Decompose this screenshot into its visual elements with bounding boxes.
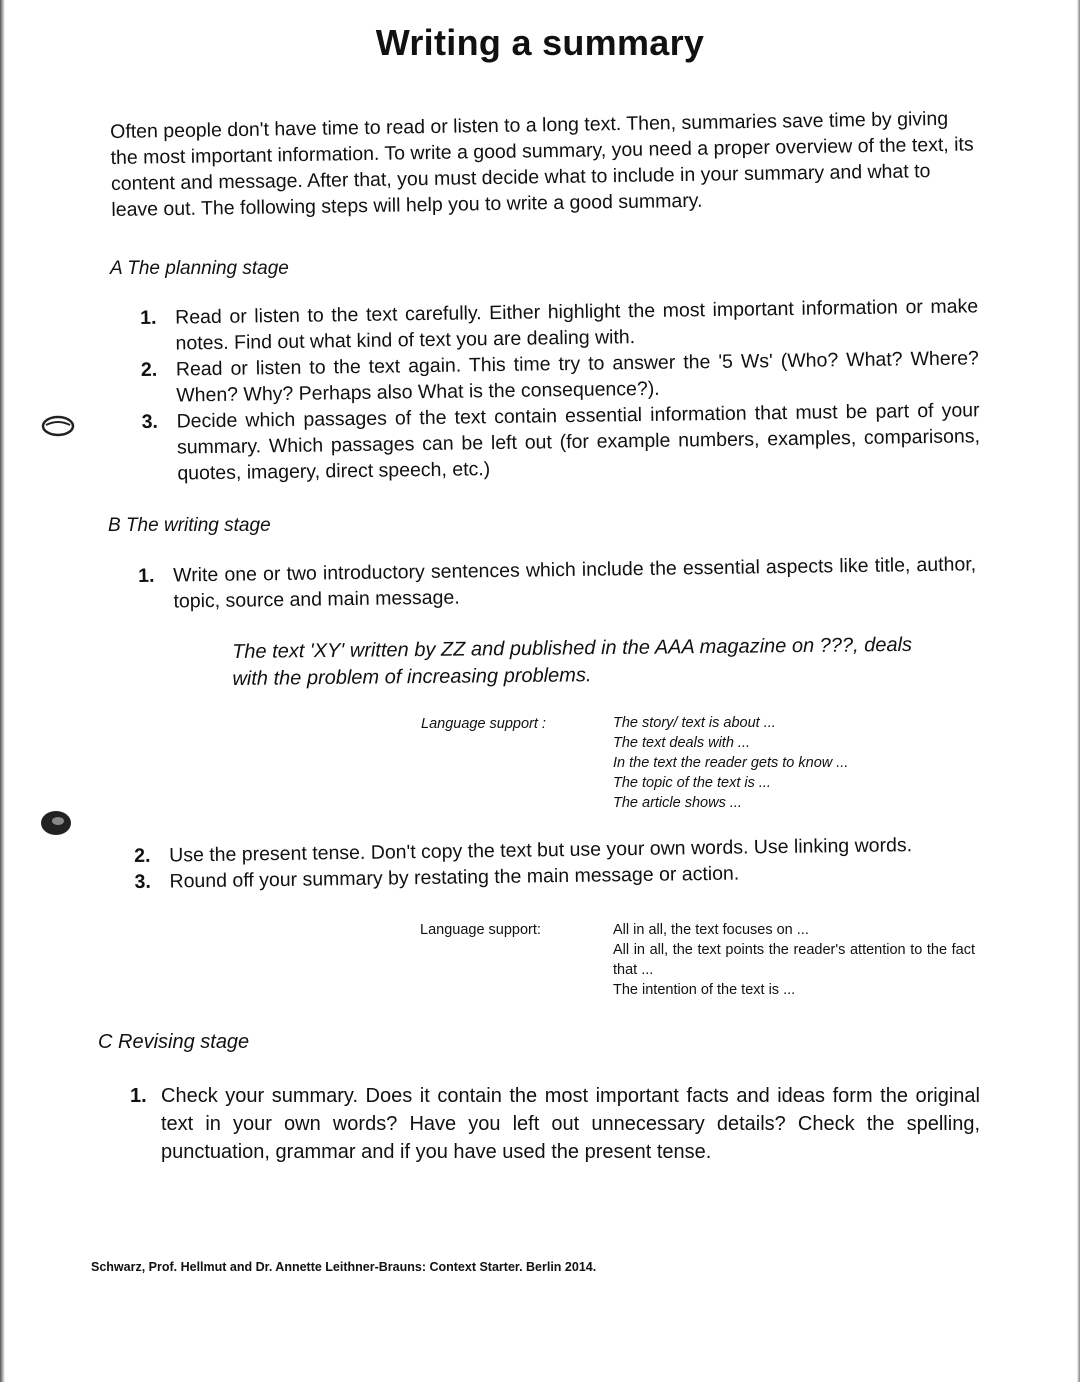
language-support-item: The story/ text is about ...: [613, 715, 776, 731]
example-sentence: The text 'XY' written by ZZ and published in the AAA magazine on ???, deals with the problem of increasing problems.: [232, 633, 913, 690]
language-support-item: The text deals with ...: [613, 735, 751, 751]
section-b-list-1: [138, 551, 977, 615]
list-item-number: 2.: [134, 844, 151, 867]
language-support-item: In the text the reader gets to know ...: [613, 755, 849, 771]
section-b-list-2: [134, 831, 980, 895]
language-support-list: [613, 920, 975, 1000]
list-item-text: Use the present tense. Don't copy the text but use your own words. Use linking words.: [169, 834, 913, 867]
source-citation: Schwarz, Prof. Hellmut and Dr. Annette Leithner-Brauns: Context Starter. Berlin 2014.: [91, 1260, 597, 1274]
intro-paragraph: Often people don't have time to read or listen to a long text. Then, summaries save time by giving the most important information. To write a good summary, you need a proper overview of the text, its content and message. After that, you must decide what to include in your summary and what to leave out. The following steps will help you to write a good summary.: [110, 107, 974, 221]
language-support-label: Language support:: [420, 922, 541, 938]
list-item: [141, 397, 980, 487]
list-item-number: 1.: [140, 306, 157, 329]
list-item-text: Check your summary. Does it contain the most important facts and ideas form the original text in your own words? Have you left out unnecessary details? Check the spelling, punctuation, grammar and if you have used the present tense.: [161, 1085, 980, 1163]
section-b-heading: B The writing stage: [108, 515, 271, 536]
list-item-number: 3.: [141, 410, 159, 433]
language-support-item: All in all, the text focuses on ...: [613, 922, 809, 938]
list-item-text: Write one or two introductory sentences which include the essential aspects like title, author, topic, source and main message.: [173, 553, 977, 613]
section-a-list: [140, 293, 980, 487]
language-support-label: Language support :: [421, 716, 546, 732]
list-item-number: 3.: [134, 870, 151, 893]
pen-mark-filled: [38, 808, 74, 838]
language-support-item: The intention of the text is ...: [613, 982, 796, 998]
list-item-number: 2.: [140, 358, 158, 381]
list-item-text: Decide which passages of the text contain essential information that must be part of your summary. Which passages can be left out (for example numbers, examples, comparisons, quotes, imagery, direct speech, etc.): [176, 399, 981, 485]
language-support-item: The article shows ...: [613, 795, 742, 811]
list-item-text: Round off your summary by restating the main message or action.: [169, 862, 740, 893]
pen-mark-circle: [40, 413, 76, 439]
scan-edge-left: [0, 0, 5, 1382]
page-title: Writing a summary: [375, 22, 705, 63]
list-item: [138, 551, 977, 615]
list-item-number: 1.: [130, 1085, 147, 1107]
list-item-text: Read or listen to the text again. This time try to answer the '5 Ws' (Who? What? Where? When? Why? Perhaps also What is the consequence?).: [175, 347, 979, 407]
list-item: [130, 1082, 980, 1166]
language-support-item: All in all, the text points the reader's attention to the fact that ...: [613, 942, 975, 978]
list-item-text: Read or listen to the text carefully. Either highlight the most important information or make notes. Find out what kind of text you are dealing with.: [175, 295, 979, 355]
section-c-list: [130, 1082, 980, 1166]
section-c-heading: C Revising stage: [98, 1031, 250, 1053]
language-support-item: The topic of the text is ...: [613, 775, 771, 791]
list-item-number: 1.: [138, 564, 155, 587]
section-a-heading: A The planning stage: [110, 258, 289, 279]
language-support-list: [613, 713, 973, 813]
